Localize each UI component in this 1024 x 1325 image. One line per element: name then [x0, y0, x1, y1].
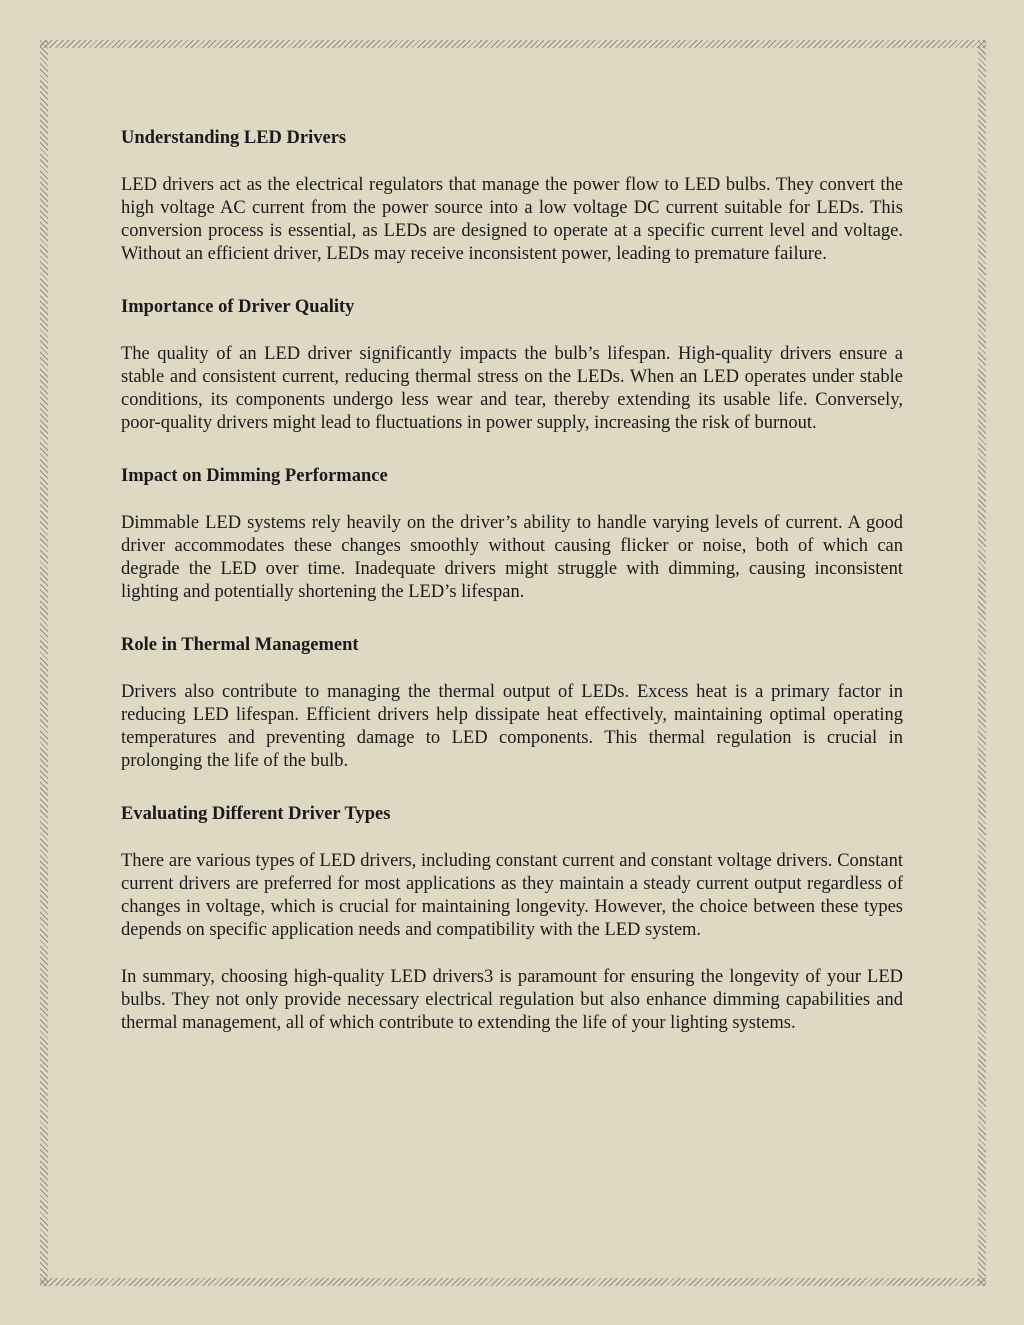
section-heading: Understanding LED Drivers — [121, 128, 347, 148]
border-top — [40, 40, 986, 48]
section-importance — [121, 296, 903, 435]
section-understanding — [121, 127, 903, 266]
section-paragraph: The quality of an LED driver significantly impacts the bulb’s lifespan. High-quality drivers ensure a stable and consistent current, reducing thermal stress on the LEDs. When an LED operates under stable conditions, its components undergo less wear and tear, thereby extending its usable life. Conversely, poor-quality drivers might lead to fluctuations in power supply, increasing the risk of burnout. — [121, 344, 903, 433]
section-heading: Role in Thermal Management — [121, 635, 359, 655]
section-paragraph: Drivers also contribute to managing the thermal output of LEDs. Excess heat is a primary factor in reducing LED lifespan. Efficient drivers help dissipate heat effectively, maintaining optimal operating temperatures and preventing damage to LED components. This thermal regulation is crucial in prolonging the life of the bulb. — [121, 682, 903, 771]
section-heading: Importance of Driver Quality — [121, 297, 355, 317]
section-driver-types — [121, 803, 903, 942]
section-heading: Evaluating Different Driver Types — [121, 804, 391, 824]
border-bottom — [40, 1278, 986, 1286]
section-paragraph: LED drivers act as the electrical regulators that manage the power flow to LED bulbs. They convert the high voltage AC current from the power source into a low voltage DC current suitable for LEDs. This conversion process is essential, as LEDs are designed to operate at a specific current level and voltage. Without an efficient driver, LEDs may receive inconsistent power, leading to premature failure. — [121, 175, 903, 264]
document-body — [121, 127, 903, 1059]
section-heading: Impact on Dimming Performance — [121, 466, 388, 486]
section-paragraph: There are various types of LED drivers, including constant current and constant voltage drivers. Constant current drivers are preferred for most applications as they maintain a steady current output regardless of changes in voltage, which is crucial for maintaining longevity. However, the choice between these types depends on specific application needs and compatibility with the LED system. — [121, 851, 903, 940]
section-thermal — [121, 634, 903, 773]
border-left — [40, 40, 48, 1286]
section-paragraph: Dimmable LED systems rely heavily on the driver’s ability to handle varying levels of current. A good driver accommodates these changes smoothly without causing flicker or noise, both of which can degrade the LED over time. Inadequate drivers might struggle with dimming, causing inconsistent lighting and potentially shortening the LED’s lifespan. — [121, 513, 903, 602]
summary-paragraph: In summary, choosing high-quality LED drivers3 is paramount for ensuring the longevity of your LED bulbs. They not only provide necessary electrical regulation but also enhance dimming capabilities and thermal management, all of which contribute to extending the life of your lighting systems. — [121, 967, 903, 1033]
border-right — [978, 40, 986, 1286]
section-dimming — [121, 465, 903, 604]
